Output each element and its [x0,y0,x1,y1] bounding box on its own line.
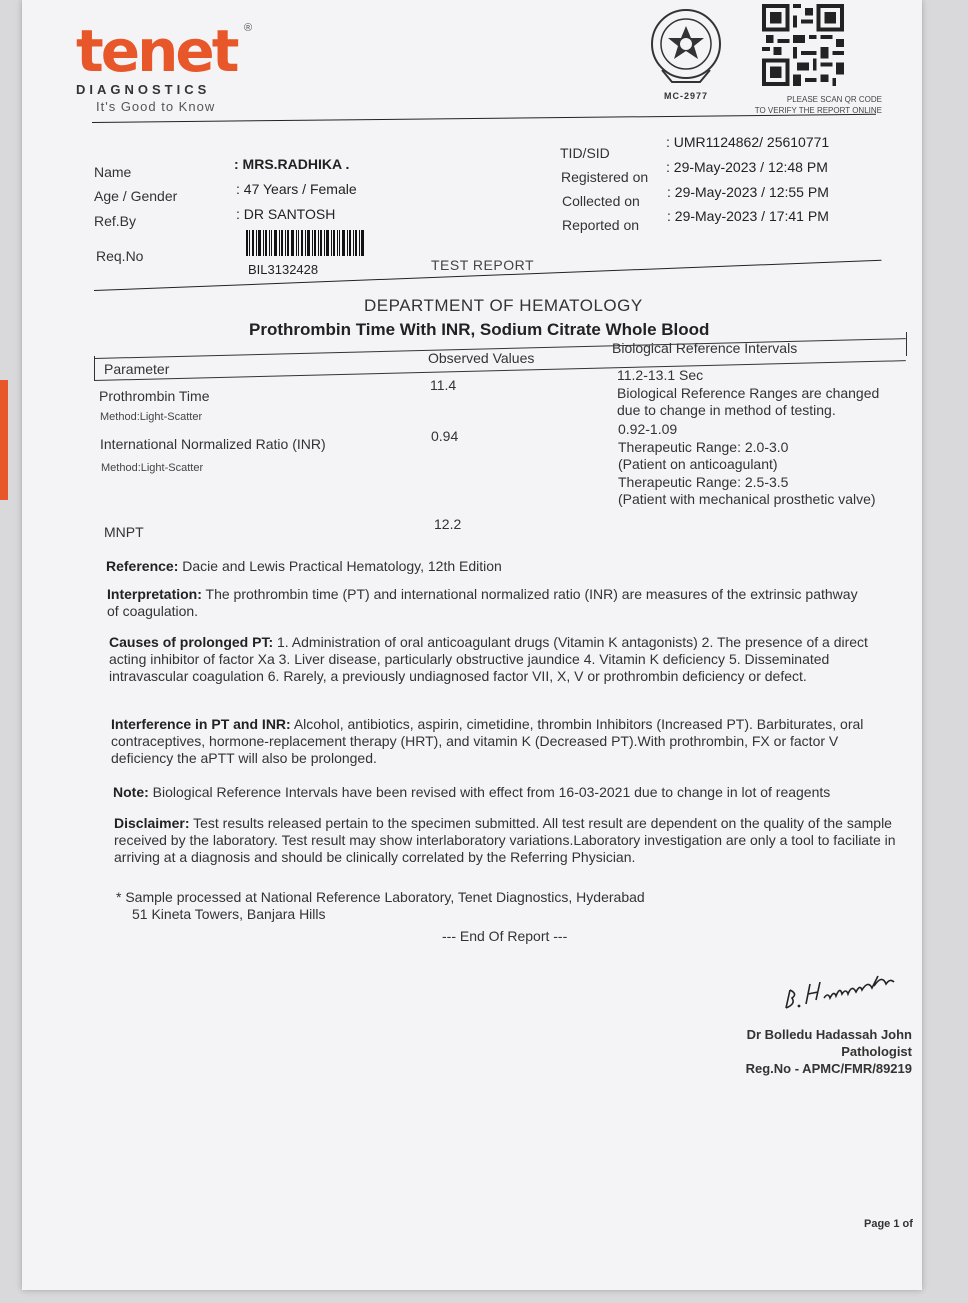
registered-mark: ® [244,22,253,34]
row-mnpt-value: 12.2 [434,516,462,532]
disclaimer-note [114,815,904,866]
row-inr-method: Method:Light-Scatter [101,462,204,474]
reference-line: (Patient on anticoagulant) [618,456,778,472]
table-left-border [94,356,95,380]
signatory-block [712,1026,912,1077]
lab-line2: 51 Kineta Towers, Banjara Hills [132,906,326,922]
reference-line: 0.92-1.09 [618,421,678,437]
ref-by-label: Ref.By [94,213,137,229]
header-top-rule [92,114,876,123]
lab-address [116,889,906,923]
interference-text: Alcohol, antibiotics, aspirin, cimetidine, thrombin Inhibitors (Increased PT). Barbiturates, oral contraceptives, hormone-replacement therapy (HRT), and vitamin K (Decreased PT).With prothrombin, FX or factor V deficiency the aPTT will also be prolonged. [111,716,864,766]
row-pt-value: 11.4 [430,377,457,393]
row-inr-value: 0.94 [431,428,459,444]
signatory-name: Dr Bolledu Hadassah John [746,1027,912,1042]
row-pt-method: Method:Light-Scatter [100,411,203,423]
interference-label: Interference in PT and INR: [111,716,291,732]
brand-tagline: It's Good to Know [96,99,216,114]
row-pt-reference [617,367,879,420]
qr-note-line2: TO VERIFY THE REPORT ONLINE [754,106,882,115]
reference-line: Therapeutic Range: 2.0-3.0 [618,438,789,455]
lab-line1: * Sample processed at National Reference Laboratory, Tenet Diagnostics, Hyderabad [116,889,645,905]
qr-note [742,94,882,116]
seal-icon [644,8,728,84]
accreditation-code: MC-2977 [663,91,708,101]
causes-text: 1. Administration of oral anticoagulant drugs (Vitamin K antagonists) 2. The presence of a direct acting inhibitor of factor Xa 3. Liver disease, particularly obstructive jaundice 4. Vitamin K deficiency 5. Disseminated intravascular coagulation 6. Rarely, a previously undiagnosed factor VII, X, V or prothrombin deficiency or defect. [109,634,868,684]
brand-name: tenet [76,17,237,85]
req-no-label: Req.No [96,248,144,264]
collected-label: Collected on [562,193,640,209]
interpretation-label: Interpretation: [107,586,202,602]
tid-label: TID/SID [560,145,610,161]
tid-value: : UMR1124862/ 25610771 [666,134,830,150]
name-label: Name [94,164,132,180]
collected-value: : 29-May-2023 / 12:55 PM [667,184,829,200]
test-title: Prothrombin Time With INR, Sodium Citrate Whole Blood [249,320,710,339]
reference-line: (Patient with mechanical prosthetic valve) [618,491,876,507]
table-right-border [906,332,907,356]
reference-line: Biological Reference Ranges are changed [617,384,880,401]
reference-label: Reference: [106,558,179,574]
reported-value: : 29-May-2023 / 17:41 PM [667,208,829,224]
header-observed: Observed Values [428,350,535,366]
reported-label: Reported on [562,217,640,233]
registered-value: : 29-May-2023 / 12:48 PM [666,159,828,175]
accreditation-seal [644,8,728,101]
tenet-logo [76,17,253,114]
interpretation-text: The prothrombin time (PT) and international normalized ratio (INR) are measures of the extrinsic pathway of coagulation. [107,586,858,619]
barcode [246,230,366,256]
registered-label: Registered on [561,169,649,185]
test-report-heading: TEST REPORT [431,257,535,273]
row-pt-parameter: Prothrombin Time [99,388,210,404]
reference-text: Dacie and Lewis Practical Hematology, 12th Edition [178,558,502,574]
disclaimer-text: Test results released pertain to the specimen submitted. All test result are dependent on the quality of the sample received by the laboratory. Test result may show interlaboratory variations.Laboratory investigation are only a tool to faciliate in arriving at a diagnosis and should be clinically correlated by the Referring Physician. [114,815,896,865]
age-gender-value: : 47 Years / Female [236,181,357,197]
age-gender-label: Age / Gender [94,188,178,204]
revision-note [113,784,903,801]
interpretation-note [107,586,867,620]
department-title: DEPARTMENT OF HEMATOLOGY [364,296,643,315]
qr-code[interactable] [762,4,844,86]
causes-label: Causes of prolonged PT: [109,634,274,650]
row-inr-reference [618,421,876,509]
row-inr-parameter: International Normalized Ratio (INR) [100,436,326,452]
signatory-reg: Reg.No - APMC/FMR/89219 [745,1061,912,1076]
reference-line: due to change in method of testing. [617,402,836,418]
causes-note [109,634,899,685]
report-sheet [22,0,922,1290]
signature-image [782,970,912,1020]
row-mnpt-parameter: MNPT [104,524,144,540]
note-text: Biological Reference Intervals have been revised with effect from 16-03-2021 due to change in lot of reagents [148,784,831,800]
reference-line: 11.2-13.1 Sec [617,367,704,383]
end-of-report: --- End Of Report --- [442,928,568,944]
name-value: : MRS.RADHIKA . [234,156,350,172]
brand-division: DIAGNOSTICS [76,82,211,97]
page-number: Page 1 of [864,1218,913,1230]
orange-edge-strip [0,380,8,500]
header-parameter: Parameter [104,361,170,377]
reference-note [106,558,896,575]
note-label: Note: [113,784,149,800]
interference-note [111,716,901,767]
disclaimer-label: Disclaimer: [114,815,190,831]
ref-by-value: : DR SANTOSH [236,206,336,222]
qr-note-line1: PLEASE SCAN QR CODE [786,95,882,104]
header-reference: Biological Reference Intervals [612,340,798,356]
signatory-designation: Pathologist [841,1044,912,1059]
req-no-value: BIL3132428 [248,262,319,277]
reference-line: Therapeutic Range: 2.5-3.5 [618,473,789,490]
